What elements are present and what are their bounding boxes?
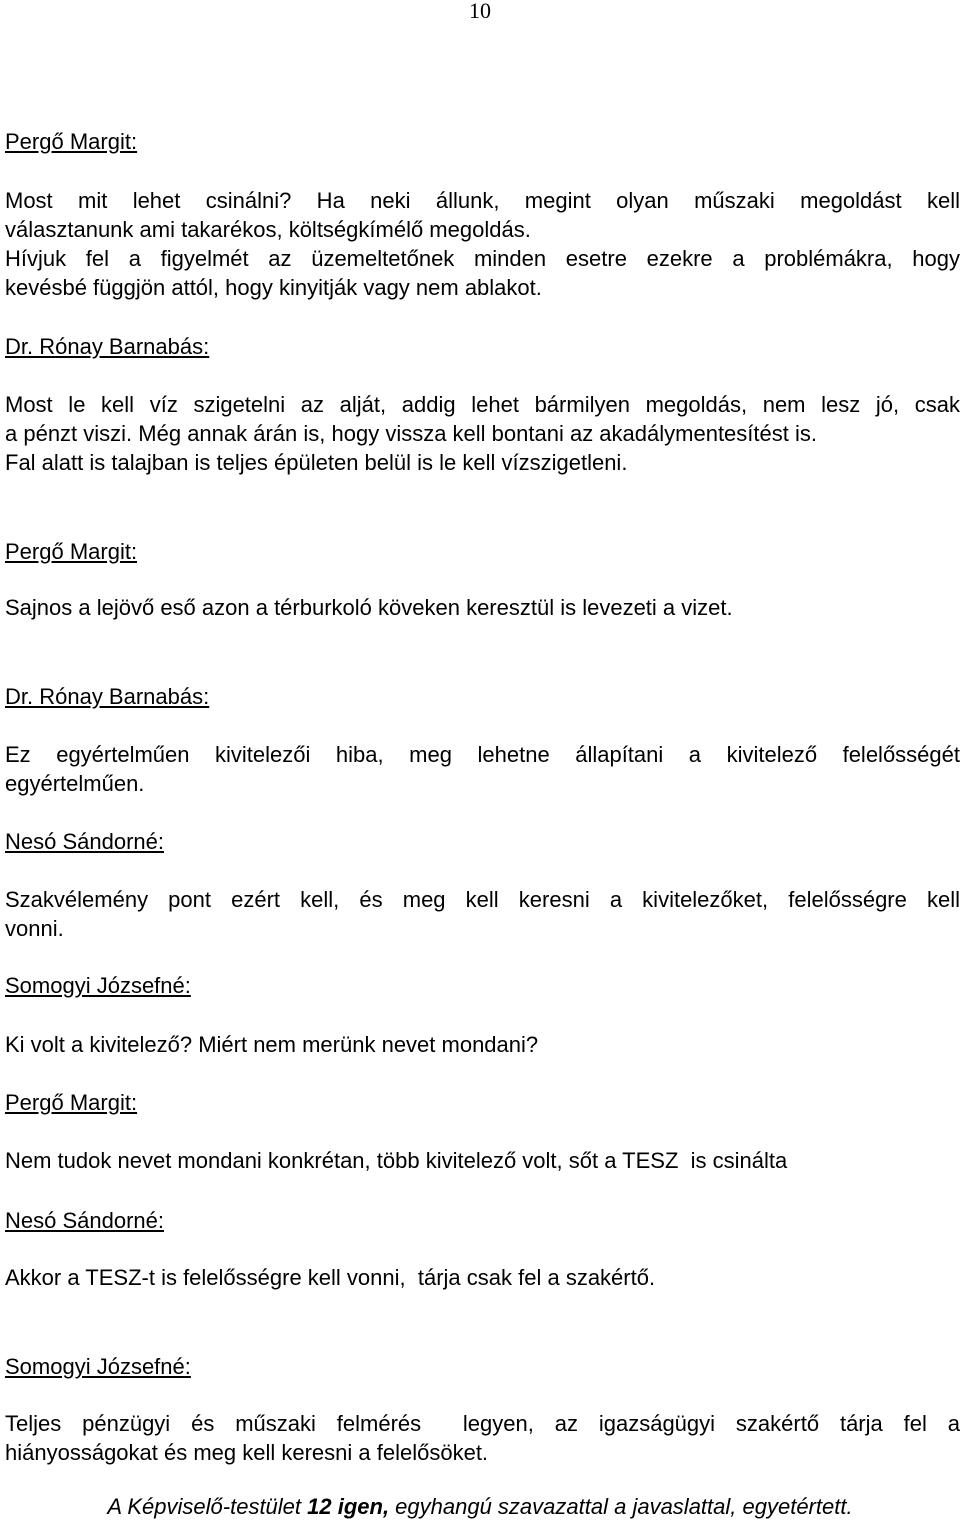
statement-line: Ki volt a kivitelező? Miért nem merünk nevet mondani? xyxy=(5,1032,539,1057)
resolution-text-after: egyhangú szavazattal a javaslattal, egyetértett. xyxy=(389,1494,853,1519)
speaker-name: Somogyi Józsefné: xyxy=(5,973,191,998)
statement-line: választanunk ami takarékos, költségkímélő megoldás. xyxy=(5,217,531,242)
speaker-label xyxy=(5,1352,960,1381)
statement-paragraph xyxy=(5,740,960,798)
statement-paragraph xyxy=(5,1146,960,1175)
statement-line: Akkor a TESZ-t is felelősségre kell vonni, tárja csak fel a szakértő. xyxy=(5,1265,656,1290)
statement-line: Sajnos a lejövő eső azon a térburkoló köveken keresztül is levezeti a vizet. xyxy=(5,595,733,620)
statement-line: Szakvélemény pont ezért kell, és meg kell keresni a kivitelezőket, felelősségre kell xyxy=(5,887,960,912)
statement-paragraph xyxy=(5,390,960,477)
statement-line: Ez egyértelműen kivitelezői hiba, meg lehetne állapítani a kivitelező felelősségét xyxy=(5,742,960,767)
speaker-label xyxy=(5,1088,960,1117)
statement-line: a pénzt viszi. Még annak árán is, hogy vissza kell bontani az akadálymentesítést is. xyxy=(5,421,817,446)
resolution-vote-count: 12 igen, xyxy=(307,1494,390,1519)
speaker-name: Dr. Rónay Barnabás: xyxy=(5,684,210,709)
speaker-name: Nesó Sándorné: xyxy=(5,829,164,854)
speaker-name: Somogyi Józsefné: xyxy=(5,1354,191,1379)
statement-paragraph xyxy=(5,1030,960,1059)
speaker-name: Dr. Rónay Barnabás: xyxy=(5,334,210,359)
statement-paragraph xyxy=(5,885,960,943)
speaker-label xyxy=(5,827,960,856)
statement-paragraph xyxy=(5,593,960,622)
statement-paragraph xyxy=(5,186,960,302)
statement-line: Most mit lehet csinálni? Ha neki állunk, megint olyan műszaki megoldást kell xyxy=(5,188,960,213)
statement-line: hiányosságokat és meg kell keresni a felelősöket. xyxy=(5,1440,489,1465)
resolution-statement xyxy=(0,1492,960,1521)
resolution-text-before: A Képviselő-testület xyxy=(107,1494,308,1519)
statement-line: egyértelműen. xyxy=(5,771,145,796)
speaker-label xyxy=(5,971,960,1000)
statement-line: kevésbé függjön attól, hogy kinyitják vagy nem ablakot. xyxy=(5,275,542,300)
statement-paragraph xyxy=(5,1263,960,1292)
speaker-name: Pergő Margit: xyxy=(5,539,138,564)
speaker-label xyxy=(5,332,960,361)
speaker-label xyxy=(5,682,960,711)
statement-line: Hívjuk fel a figyelmét az üzemeltetőnek minden esetre ezekre a problémákra, hogy xyxy=(5,246,960,271)
statement-line: Nem tudok nevet mondani konkrétan, több kivitelező volt, sőt a TESZ is csinálta xyxy=(5,1148,788,1173)
speaker-label xyxy=(5,1206,960,1235)
statement-line: Most le kell víz szigetelni az alját, addig lehet bármilyen megoldás, nem lesz jó, csak xyxy=(5,392,960,417)
speaker-label xyxy=(5,537,960,566)
speaker-label xyxy=(5,127,960,156)
speaker-name: Pergő Margit: xyxy=(5,1090,138,1115)
page-number: 10 xyxy=(469,0,491,23)
statement-line: Teljes pénzügyi és műszaki felmérés legyen, az igazságügyi szakértő tárja fel a xyxy=(5,1411,960,1436)
statement-line: Fal alatt is talajban is teljes épületen belül is le kell vízszigetleni. xyxy=(5,450,628,475)
statement-line: vonni. xyxy=(5,916,64,941)
speaker-name: Nesó Sándorné: xyxy=(5,1208,164,1233)
statement-paragraph xyxy=(5,1409,960,1467)
speaker-name: Pergő Margit: xyxy=(5,129,138,154)
